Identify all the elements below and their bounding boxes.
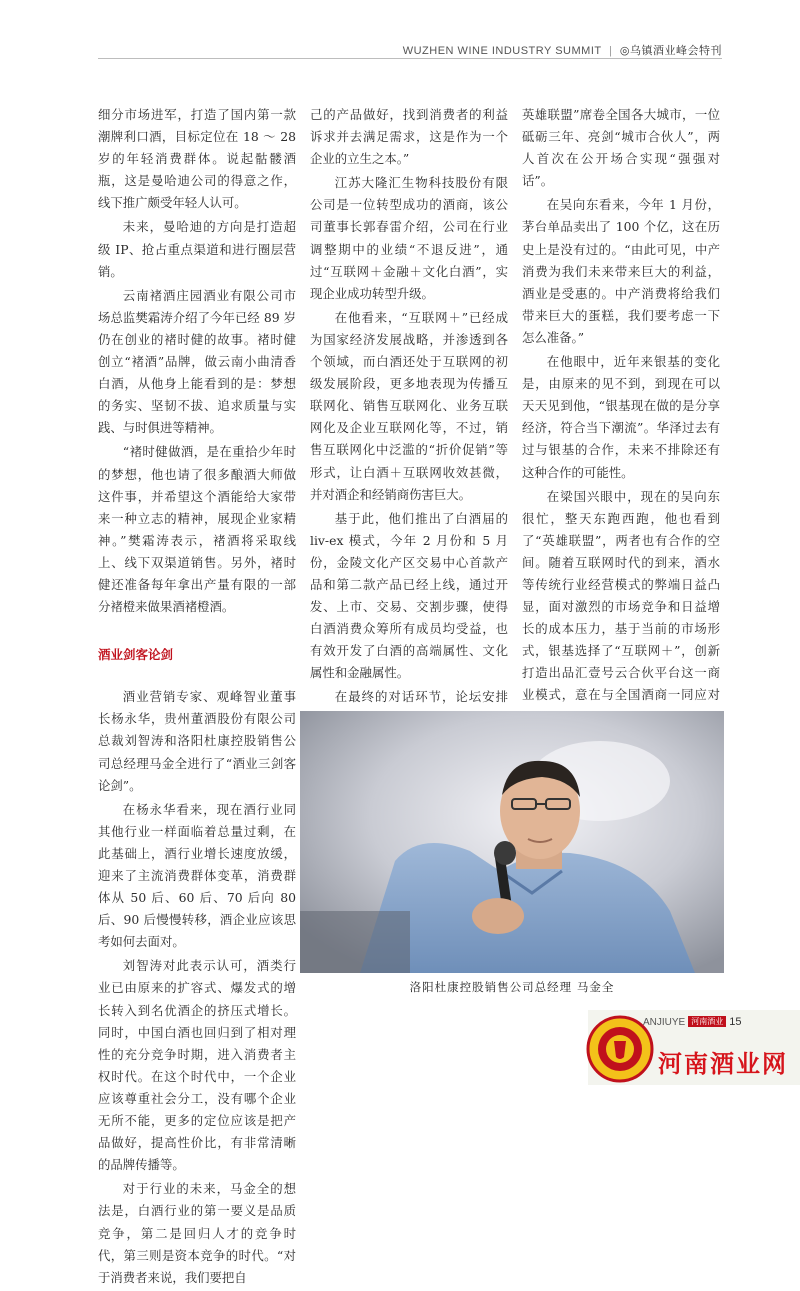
section-title: 酒业剑客论剑 xyxy=(98,647,174,663)
speaker-photo-illustration xyxy=(300,711,724,973)
page-number: 15 xyxy=(729,1016,742,1028)
footer-folio xyxy=(643,1016,741,1030)
header-rule xyxy=(98,58,722,59)
header-title-cn: ◎乌镇酒业峰会特刊 xyxy=(619,45,722,57)
paragraph: 英雄联盟”席卷全国各大城市，一位砥砺三年、亮剑“城市合伙人”，两人首次在公开场合实现“强强对话”。 xyxy=(522,107,720,189)
page-header xyxy=(0,0,800,60)
paragraph: 基于此，他们推出了白酒届的 liv-ex 模式，今年 2 月份和 5 月份，金陵文化产区交易中心首款产品和第二款产品已经上线，通过开发、上市、交易、交割步骤，使得白酒消费众筹所有成员均受益，也有效开发了白酒的高端属性、文化属性和金融属性。 xyxy=(310,510,508,681)
speaker-photo xyxy=(300,711,724,973)
paragraph: 在他看来，“互联网＋”已经成为国家经济发展战略，并渗透到各个领域，而白酒还处于互联网的初级发展阶段，更多地表现为传播互联网化、销售互联网化、业务互联网化及企业互联网化等，不过，销售互联网化中泛滥的“折价促销”等形式，让白酒＋互联网收效甚微，并对酒企和经销商伤害巨大。 xyxy=(310,309,508,502)
photo-caption: 洛阳杜康控股销售公司总经理 马金全 xyxy=(409,980,615,994)
paragraph: 云南褚酒庄园酒业有限公司市场总监樊霜涛介绍了今年已经 89 岁仍在创业的褚时健的故事。褚时健创立“褚酒”品牌，做云南小曲清香白酒，从他身上能看到的是：梦想的务实、坚韧不拔、追求质量与实践、与时俱进等精神。 xyxy=(98,287,296,436)
paragraph: 江苏大隆汇生物科技股份有限公司是一位转型成功的酒商，该公司董事长郭春雷介绍，公司在行业调整期中的业绩“不退反进”，通过“互联网＋金融＋文化白酒”，实现企业成功转型升级。 xyxy=(310,175,508,301)
header-title-en: WUZHEN WINE INDUSTRY SUMMIT xyxy=(402,45,602,57)
paragraph: 未来，曼哈迪的方向是打造超级 IP、抢占重点渠道和进行圈层营销。 xyxy=(98,219,296,279)
paragraph: 在杨永华看来，现在酒行业同其他行业一样面临着总量过剩，在此基础上，酒行业增长速度放缓，迎来了主流消费群体变革，消费群体从 50 后、60 后、70 后向 80 后、90 后慢慢转移，酒企业应该思考如何去面对。 xyxy=(98,801,296,950)
paragraph: 在吴向东看来，今年 1 月份，茅台单品卖出了 100 个亿，这在历史上是没有过的。“由此可见，中产消费为我们未来带来巨大的利益，酒业是受惠的。中产消费将给我们带来巨大的蛋糕，我们要考虑一下怎么准备。” xyxy=(522,197,720,345)
paragraph: 在最终的对话环节，论坛安排 xyxy=(334,689,508,705)
henan-wine-logo-icon xyxy=(586,1015,654,1083)
paragraph: 在他眼中，近年来银基的变化是，由原来的见不到，到现在可以天天见到他，“银基现在做的是分享经济，符合当下潮流”。华泽过去有过与银基的合作，未来不排除还有这种合作的可能性。 xyxy=(522,354,720,480)
paragraph: 细分市场进军，打造了国内第一款潮牌利口酒，目标定位在 18 ～ 28 岁的年轻消费群体。说起骷髅酒瓶，这是曼哈迪公司的得意之作，线下推广颇受年轻人认可。 xyxy=(98,107,296,211)
header-separator: | xyxy=(608,45,613,57)
paragraph: 在梁国兴眼中，现在的吴向东很忙，整天东跑西跑，他也看到了“英雄联盟”，两者也有合作的空间。随着互联网时代的到来，酒水等传统行业经营模式的弊端日益凸显，面对激烈的市场竞争和日益增长的成本压力，基于当前的市场形式，银基选择了“互联网＋”，创新打造出品汇壹号云合伙平台这一商业模式，意在与全国酒商一同应对 xyxy=(522,488,720,703)
article-column-1 xyxy=(98,104,296,1291)
paragraph: 对于行业的未来，马金全的想法是，白酒行业的第一要义是品质竞争，第二是回归人才的竞争时代，第三则是资本竞争的时代。“对于消费者来说，我们要把自 xyxy=(98,1181,296,1285)
paragraph: “褚时健做酒，是在重拾少年时的梦想，他也请了很多酿酒大师做这件事，并希望这个酒能给大家带来一种立志的精神，展现企业家精神。”樊霜涛表示，褚酒将采取线上、线下双渠道销售。另外，褚时健还准备每年拿出产量有限的一部分褚橙来做果酒褚橙酒。 xyxy=(98,444,296,615)
magazine-tag: 河南酒业 xyxy=(688,1016,726,1027)
running-header xyxy=(403,42,722,58)
paragraph: 己的产品做好，找到消费者的利益诉求并去满足需求，这是作为一个企业的立生之本。” xyxy=(310,107,508,167)
site-watermark: 河南酒业网 xyxy=(658,1050,788,1078)
paragraph: 酒业营销专家、观峰智业董事长杨永华，贵州董酒股份有限公司总裁刘智涛和洛阳杜康控股销售公司总经理马金全进行了“酒业三剑客论剑”。 xyxy=(98,689,296,793)
paragraph: 刘智涛对此表示认可，酒类行业已由原来的扩容式、爆发式的增长转入到名优酒企的挤压式增长。同时，中国白酒也回归到了相对理性的充分竞争时期，进入消费者主权时代。在这个时代中，一个企业应该尊重社会分工，没有哪个企业无所不能，更多的定位应该是把产品做好，提高性价比，有非常清晰的品牌传播等。 xyxy=(98,958,296,1173)
magazine-name: ANJIUYE xyxy=(643,1017,686,1028)
